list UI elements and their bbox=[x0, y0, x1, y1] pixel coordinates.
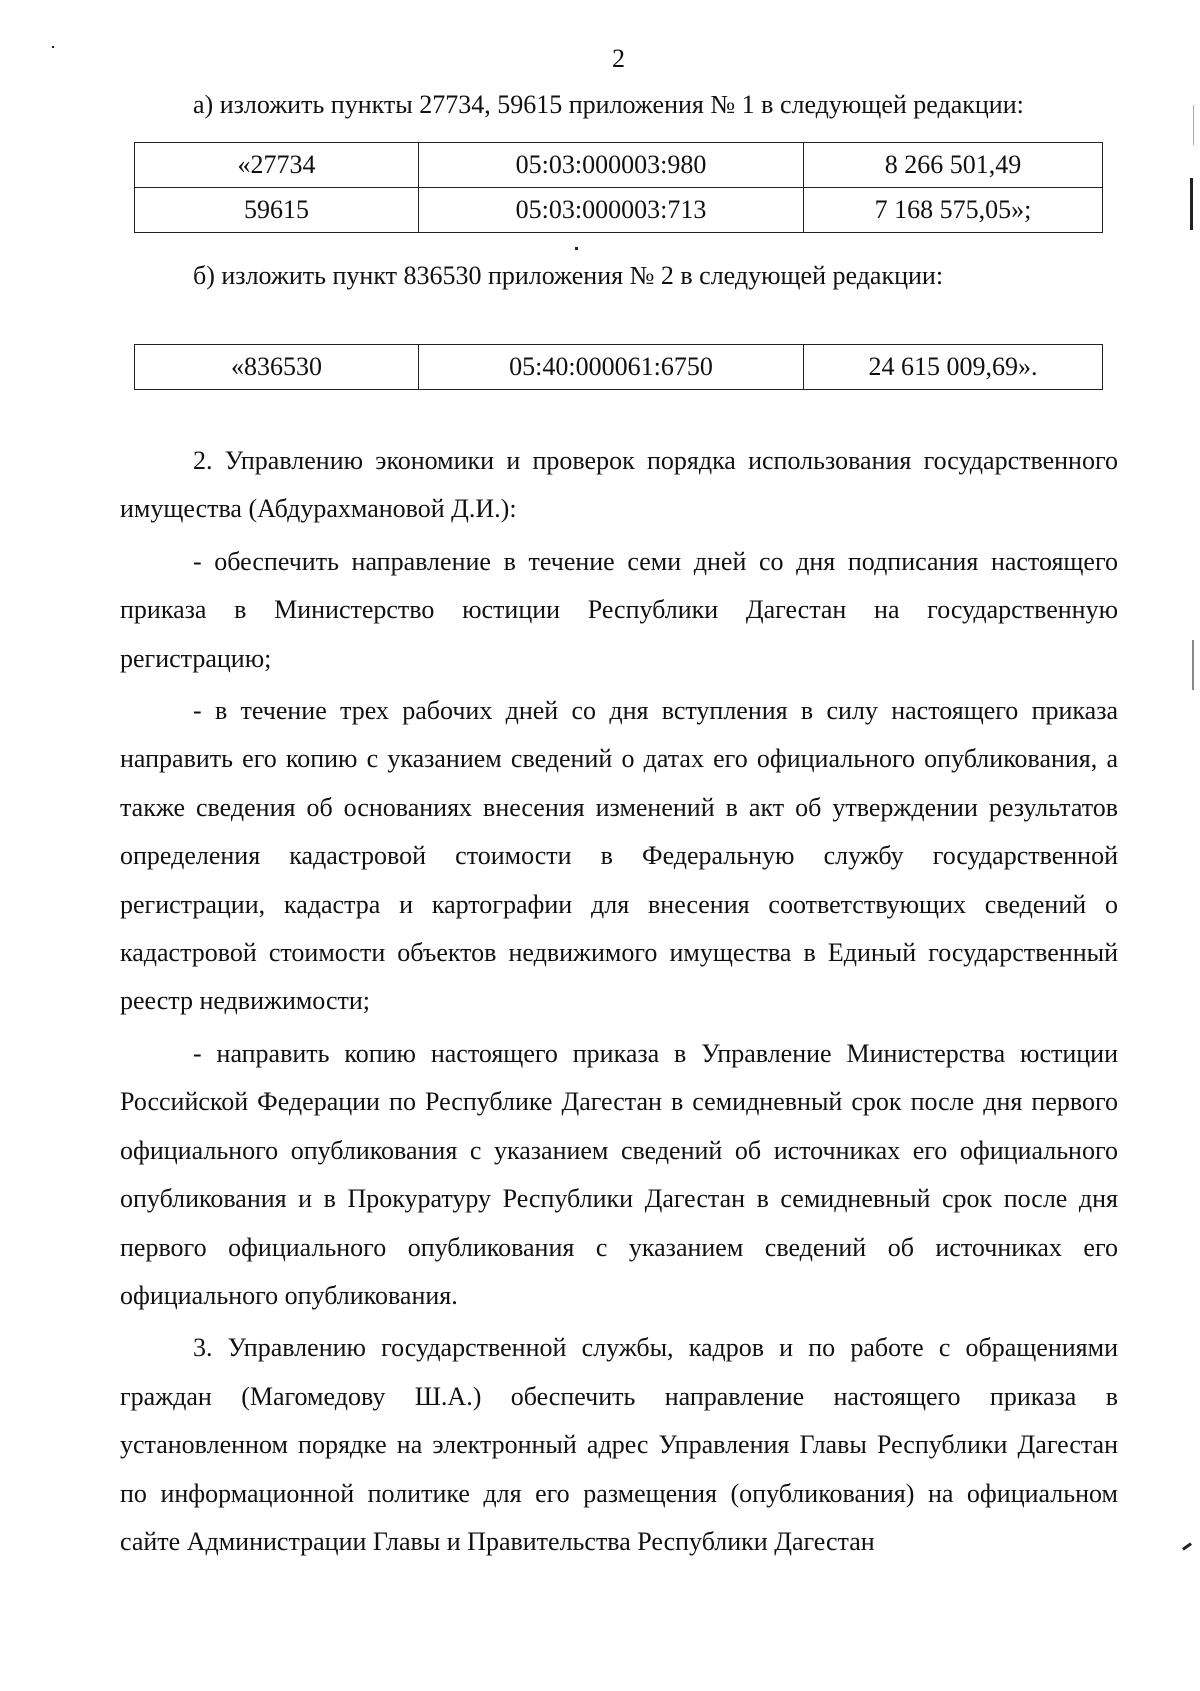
clause-a-intro: а) изложить пункты 27734, 59615 приложения № 1 в следующей редакции: bbox=[193, 90, 1024, 119]
cadastral-value-cell: 24 615 009,69». bbox=[804, 345, 1103, 390]
clause-b-intro: б) изложить пункт 836530 приложения № 2 в следующей редакции: bbox=[193, 261, 944, 290]
cadastral-value-cell: 8 266 501,49 bbox=[804, 143, 1103, 188]
paragraph-bullet-registration: - обеспечить направление в течение семи дней со дня подписания настоящего приказа в Министерство юстиции Республики Дагестан на государственную регистрацию; bbox=[120, 546, 1118, 673]
table-row bbox=[135, 143, 1103, 188]
cadastral-number-cell: 05:03:000003:980 bbox=[419, 143, 804, 188]
scan-artifact bbox=[1190, 178, 1193, 230]
paragraph-bullet-ministry-justice: - направить копию настоящего приказа в Управление Министерства юстиции Российской Федерации по Республике Дагестан в семидневный срок после дня первого официального опубликования с указанием сведений об источниках его официального опубликования и в Прокуратуру Республики Дагестан в семидневный срок после дня первого официального опубликования с указанием сведений об источниках его официального опубликования. bbox=[120, 1038, 1118, 1310]
paragraph-bullet-rosreestr: - в течение трех рабочих дней со дня вступления в силу настоящего приказа направить его копию с указанием сведений о датах его официального опубликования, а также сведения об основаниях внесения изменений в акт об утверждении результатов определения кадастровой стоимости в Федеральную службу государственной регистрации, кадастра и картографии для внесения соответствующих сведений о кадастровой стоимости объектов недвижимого имущества в Единый государственный реестр недвижимости; bbox=[120, 696, 1118, 1016]
cadastral-number-cell: 05:40:000061:6750 bbox=[419, 345, 804, 390]
scan-artifact bbox=[1192, 640, 1194, 690]
scan-artifact bbox=[575, 247, 578, 250]
cadastral-number-cell: 05:03:000003:713 bbox=[419, 188, 804, 233]
table-row bbox=[135, 345, 1103, 390]
page-number: 2 bbox=[612, 44, 625, 73]
item-number-cell: «27734 bbox=[135, 143, 419, 188]
scan-artifact bbox=[1193, 105, 1194, 145]
document-body bbox=[120, 437, 1118, 1566]
cadastral-table-appendix-1 bbox=[134, 142, 1103, 233]
paragraph-item-3: 3. Управлению государственной службы, кадров и по работе с обращениями граждан (Магомедову Ш.А.) обеспечить направление настоящего приказа в установленном порядке на электронный адрес Управления Главы Республики Дагестан по информационной политике для его размещения (опубликования) на официальном сайте Администрации Главы и Правительства Республики Дагестан bbox=[120, 1333, 1118, 1556]
cadastral-table-appendix-2 bbox=[134, 344, 1103, 390]
item-number-cell: 59615 bbox=[135, 188, 419, 233]
scan-artifact bbox=[52, 46, 54, 48]
item-number-cell: «836530 bbox=[135, 345, 419, 390]
cadastral-value-cell: 7 168 575,05»; bbox=[804, 188, 1103, 233]
table-row bbox=[135, 188, 1103, 233]
paragraph-item-2: 2. Управлению экономики и проверок порядка использования государственного имущества (Абдурахмановой Д.И.): bbox=[120, 446, 1118, 524]
scan-artifact bbox=[1182, 1542, 1192, 1550]
